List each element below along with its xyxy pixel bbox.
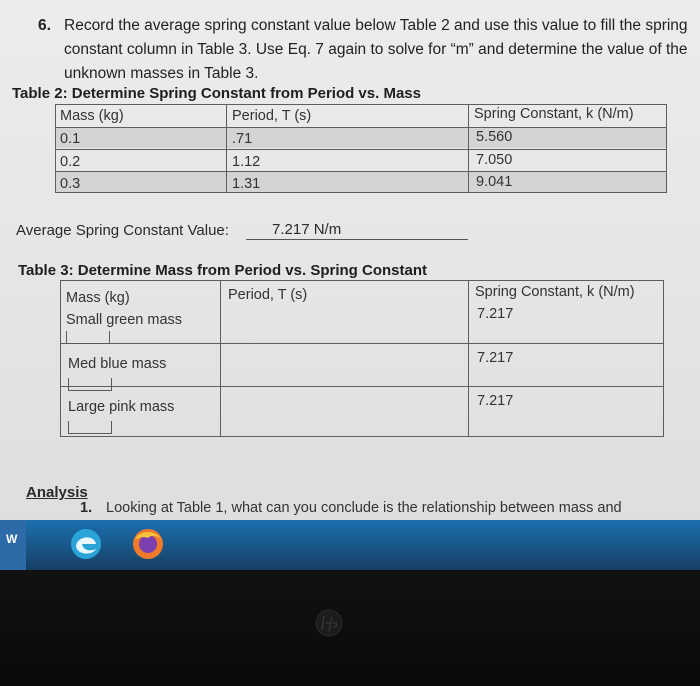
average-label: Average Spring Constant Value: [16, 222, 229, 239]
table2-header-k: Spring Constant, k (N/m) [474, 106, 634, 122]
analysis-item-number: 1. [80, 500, 93, 516]
question-number: 6. [38, 17, 51, 34]
table2-cell: 5.560 [476, 129, 513, 145]
table3-k-value: 7.217 [477, 350, 514, 366]
table3-k-value: 7.217 [477, 306, 514, 322]
table3-header-period: Period, T (s) [228, 287, 308, 303]
word-icon[interactable] [0, 520, 26, 570]
table2-cell: 7.050 [476, 152, 513, 168]
analysis-heading: Analysis [26, 484, 88, 501]
table3-header-k: Spring Constant, k (N/m) [475, 284, 635, 300]
table2-cell: 1.31 [232, 176, 261, 192]
table2-header-mass: Mass (kg) [60, 108, 124, 124]
table3-header-mass: Mass (kg) [66, 290, 130, 306]
table3-k-value: 7.217 [477, 393, 514, 409]
table2-cell: 0.1 [60, 131, 81, 147]
edge-icon[interactable] [68, 526, 104, 562]
table3-row-label: Small green mass [66, 312, 183, 328]
table2-caption: Table 2: Determine Spring Constant from Period vs. Mass [12, 85, 421, 102]
table3-row-label: Med blue mass [68, 356, 167, 372]
answer-box [66, 331, 110, 344]
table2-cell: 9.041 [476, 174, 513, 190]
word-label: W [6, 532, 18, 546]
analysis-item-text: Looking at Table 1, what can you conclude is the relationship between mass and [106, 500, 622, 516]
table2-cell: 0.3 [60, 176, 81, 192]
taskbar [0, 520, 700, 570]
table3-caption: Table 3: Determine Mass from Period vs. Spring Constant [18, 262, 427, 279]
answer-box [68, 421, 112, 434]
table2-cell: .71 [232, 131, 253, 147]
answer-box [68, 378, 112, 391]
average-value: 7.217 N/m [272, 221, 342, 238]
firefox-icon[interactable] [130, 526, 166, 562]
hp-logo [314, 608, 344, 638]
average-underline [246, 239, 468, 240]
table2-header-period: Period, T (s) [232, 108, 312, 124]
table2-cell: 1.12 [232, 154, 261, 170]
question-text: Record the average spring constant value below Table 2 and use this value to fill the spring constant column in Table 3. Use Eq. 7 again to solve for “m” and determine the value of the unknown masses in Table 3. [64, 17, 688, 82]
laptop-bezel [0, 570, 700, 686]
table2-band [55, 128, 667, 148]
table3-row-label: Large pink mass [68, 399, 175, 415]
table2-band [55, 172, 667, 192]
table2-cell: 0.2 [60, 154, 81, 170]
